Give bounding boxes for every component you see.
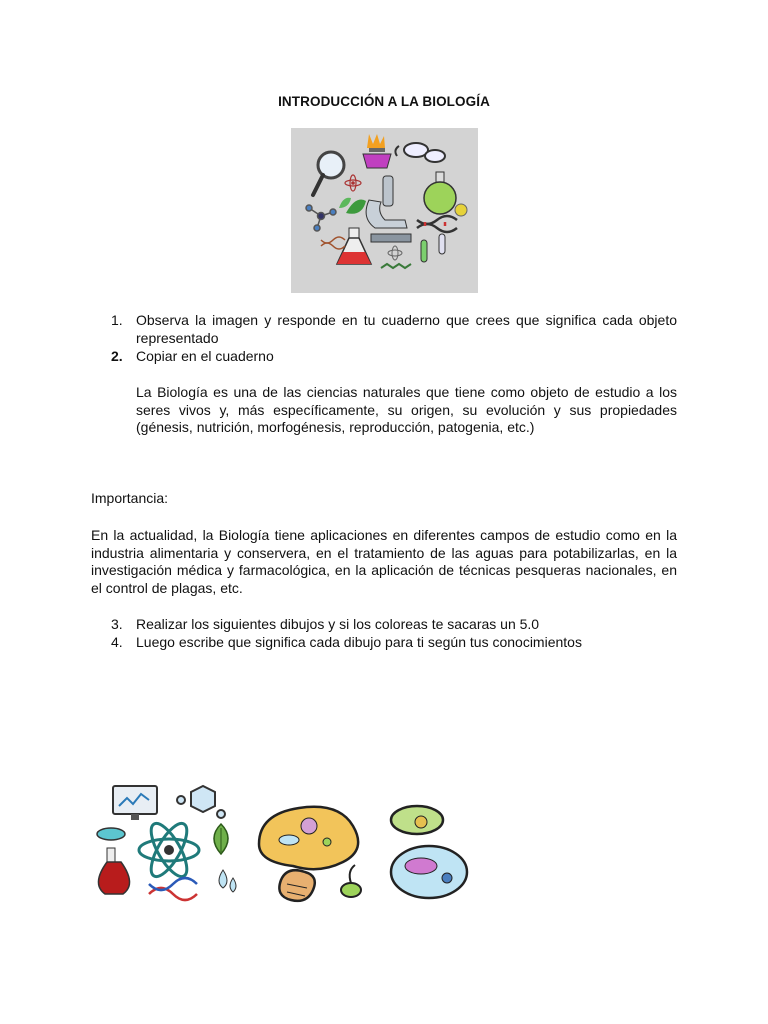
document-title: INTRODUCCIÓN A LA BIOLOGÍA — [278, 94, 490, 109]
cells-clipart — [251, 804, 471, 908]
dna-icon — [149, 878, 197, 900]
atom-icon — [139, 819, 199, 882]
goggles-icon — [395, 143, 445, 162]
leaf-icon — [339, 198, 366, 214]
list-text-1: Observa la imagen y responde en tu cuaderno que crees que significa cada objeto representado — [136, 312, 677, 346]
water-drops-icon — [219, 870, 236, 892]
molecule-icon — [306, 205, 336, 231]
dna-icon — [417, 216, 457, 232]
list-number-2: 2. — [111, 348, 123, 364]
computer-monitor-icon — [113, 786, 157, 820]
list-number-3: 3. — [111, 616, 123, 632]
list-text-2: Copiar en el cuaderno — [136, 348, 274, 364]
list-text-3: Realizar los siguientes dibujos y si los coloreas te sacaras un 5.0 — [136, 616, 540, 632]
biology-collage-image — [291, 128, 478, 293]
erlenmeyer-flask-icon — [337, 228, 371, 264]
list-item-2 — [0, 348, 768, 366]
paramecium-icon — [391, 846, 467, 898]
bacteria-icon — [97, 828, 125, 840]
magnifier-icon — [313, 152, 344, 195]
small-atom-icon — [388, 246, 402, 260]
flask-icon — [98, 848, 129, 894]
list-item-4 — [0, 634, 768, 652]
definition-block — [0, 384, 768, 438]
list-number-1: 1. — [111, 312, 123, 328]
small-dna-icon — [321, 237, 345, 249]
amoeba-icon — [259, 807, 358, 869]
burning-flask-icon — [363, 134, 391, 168]
round-flask-icon — [424, 172, 456, 214]
importance-paragraph: En la actualidad, la Biología tiene aplicaciones en diferentes campos de estudio como en la industria alimentaria y conservera, en el tratamiento de las aguas para potabilizarlas, en la investigación médica y farmacológica, en la aplicación de técnicas pesqueras nacionales, en el control de plagas, etc. — [91, 527, 677, 596]
definition-paragraph: La Biología es una de las ciencias naturales que tiene como objeto de estudio a los seres vivos y, más específicamente, su origen, su evolución y sus propiedades (génesis, nutrición, morfogénesis, reproducción, patogenia, etc.) — [136, 384, 677, 436]
test-tube-icon — [421, 234, 445, 262]
fungus-cell-icon — [279, 870, 314, 901]
list-item-1 — [0, 312, 768, 348]
chain-molecule-icon — [381, 264, 411, 268]
pollen-icon — [455, 204, 467, 216]
leaf-icon — [214, 824, 228, 854]
microscope-icon — [366, 176, 411, 242]
list-text-4: Luego escribe que significa cada dibujo para ti según tus conocimientos — [136, 634, 582, 650]
flagellate-icon — [341, 865, 361, 897]
science-icons-clipart — [91, 784, 243, 902]
list-item-3 — [0, 616, 768, 634]
atom-icon — [345, 175, 361, 191]
round-cell-icon — [391, 806, 443, 834]
importance-heading: Importancia: — [91, 490, 169, 506]
molecule-icon — [177, 786, 225, 818]
list-number-4: 4. — [111, 634, 123, 650]
